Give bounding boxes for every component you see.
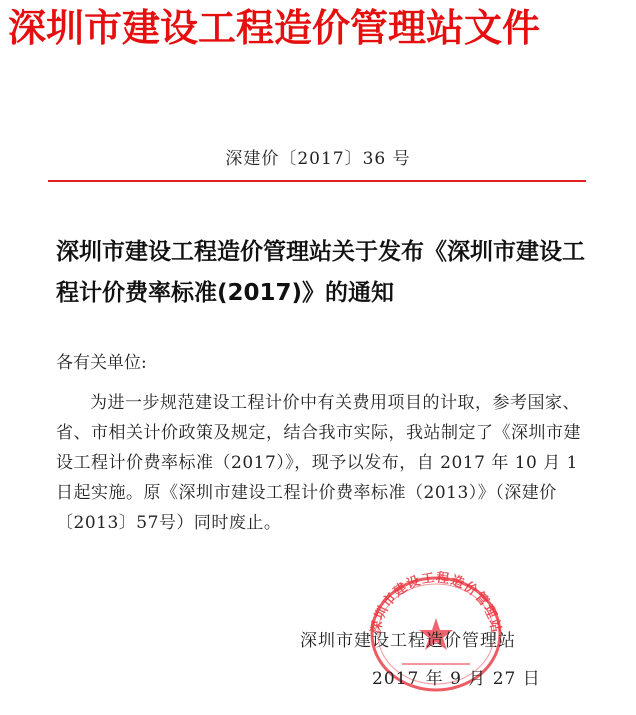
document-header-title: 深圳市建设工程造价管理站文件 — [8, 5, 541, 50]
signature-organization: 深圳市建设工程造价管理站 — [300, 631, 516, 651]
notice-title: 深圳市建设工程造价管理站关于发布《深圳市建设工程计价费率标准(2017)》的通知 — [56, 239, 585, 306]
body-paragraph: 为进一步规范建设工程计价中有关费用项目的计取，参考国家、省、市相关计价政策及规定，结合我市实际，我站制定了《深圳市建设工程计价费率标准（2017）》，现予以发布，自 2017 年 10 月 1 日起实施。原《深圳市建设工程计价费率标准（2013）》（深建价〔2013〕57号）同时废止。 — [56, 393, 581, 533]
red-divider-line — [48, 180, 586, 182]
signature-date: 2017 年 9 月 27 日 — [372, 669, 541, 689]
document-number: 深建价〔2017〕36 号 — [225, 149, 411, 169]
salutation: 各有关单位: — [56, 353, 147, 373]
svg-text:深圳市建设工程造价管理站: 深圳市建设工程造价管理站 — [368, 570, 504, 636]
